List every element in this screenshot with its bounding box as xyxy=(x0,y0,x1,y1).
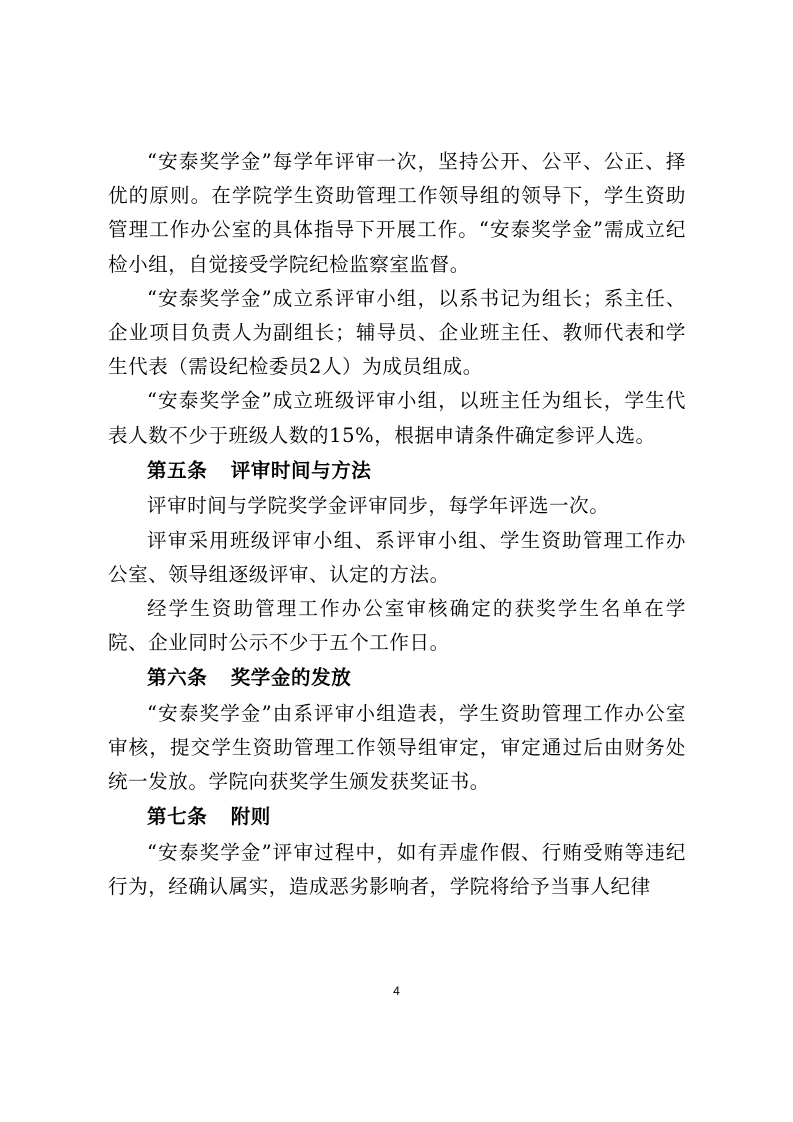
paragraph: “安泰奖学金”评审过程中，如有弄虚作假、行贿受贿等违纪行为，经确认属实，造成恶劣影响者，学院将给予当事人纪律 xyxy=(108,840,686,899)
article-title: 附则 xyxy=(230,805,271,829)
article-title: 奖学金的发放 xyxy=(230,666,352,690)
article-heading-7 xyxy=(108,799,686,836)
article-heading-5 xyxy=(108,453,686,490)
paragraph: “安泰奖学金”成立班级评审小组，以班主任为组长，学生代表人数不少于班级人数的15%，根据申请条件确定参评人选。 xyxy=(108,389,686,447)
paragraph: “安泰奖学金”每学年评审一次，坚持公开、公平、公正、择优的原则。在学院学生资助管理工作领导组的领导下，学生资助管理工作办公室的具体指导下开展工作。“安泰奖学金”需成立纪检小组，自觉接受学院纪检监察室监督。 xyxy=(108,150,686,276)
document-body xyxy=(108,145,686,904)
article-title: 评审时间与方法 xyxy=(230,458,372,482)
paragraph: “安泰奖学金”成立系评审小组，以系书记为组长；系主任、企业项目负责人为副组长；辅导员、企业班主任、教师代表和学生代表（需设纪检委员2人）为成员组成。 xyxy=(108,286,686,379)
paragraph: 评审时间与学院奖学金评审同步，每学年评选一次。 xyxy=(147,494,610,518)
page-number: 4 xyxy=(393,984,400,998)
article-heading-6 xyxy=(108,660,686,697)
article-number: 第七条 xyxy=(147,805,208,829)
article-number: 第五条 xyxy=(147,458,208,482)
paragraph: 经学生资助管理工作办公室审核确定的获奖学生名单在学院、企业同时公示不少于五个工作日。 xyxy=(108,596,686,655)
paragraph: 评审采用班级评审小组、系评审小组、学生资助管理工作办公室、领导组逐级评审、认定的方法。 xyxy=(108,528,686,586)
article-number: 第六条 xyxy=(147,666,208,690)
paragraph: “安泰奖学金”由系评审小组造表，学生资助管理工作办公室审核，提交学生资助管理工作领导组审定，审定通过后由财务处统一发放。学院向获奖学生颁发获奖证书。 xyxy=(108,701,686,794)
